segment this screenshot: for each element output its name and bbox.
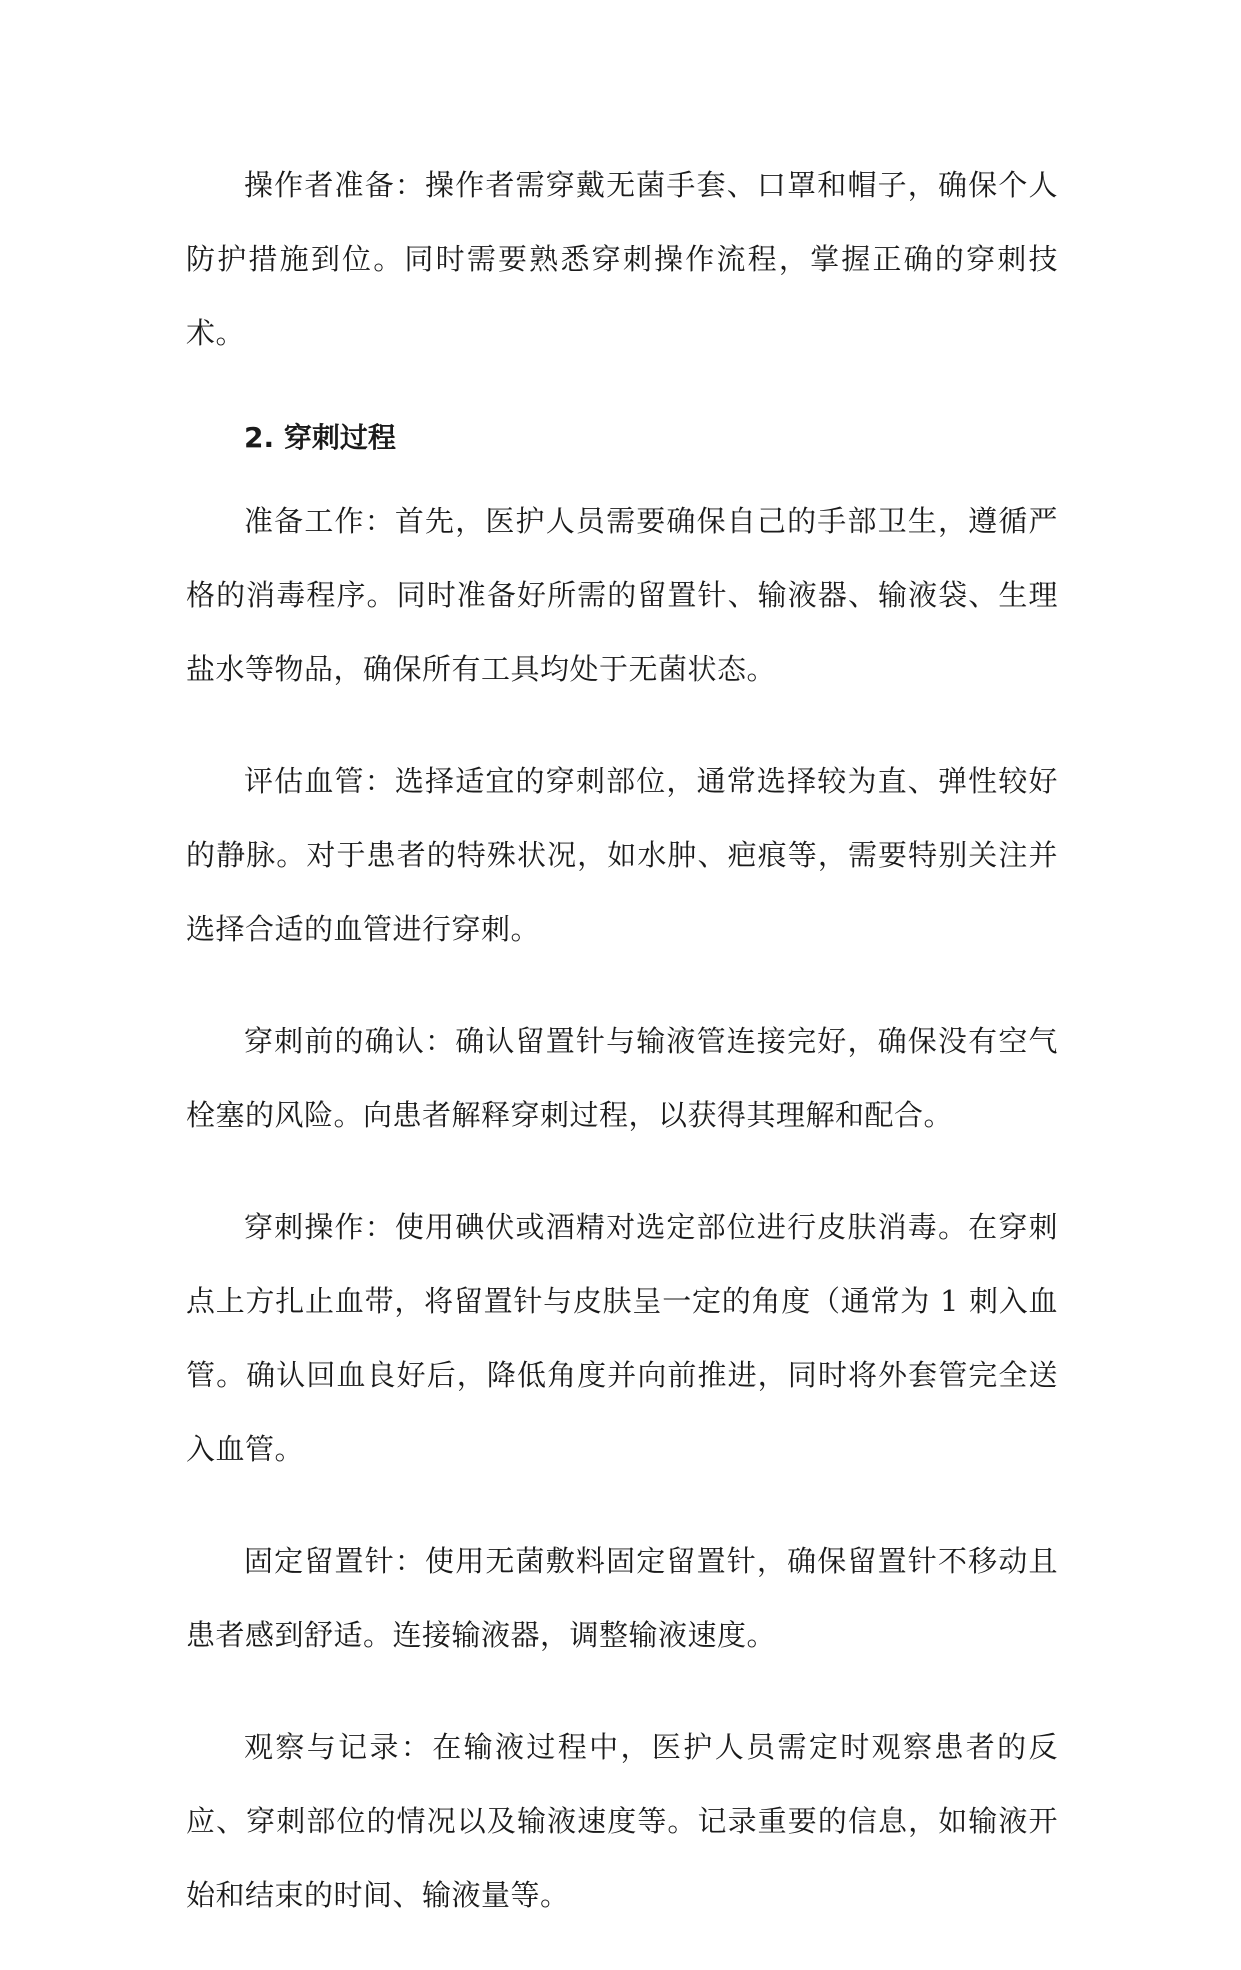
paragraph-observe-record: 观察与记录：在输液过程中，医护人员需定时观察患者的反应、穿刺部位的情况以及输液速度等。记录重要的信息，如输液开始和结束的时间、输液量等。 bbox=[186, 1730, 1058, 1912]
paragraph-pre-puncture-check: 穿刺前的确认：确认留置针与输液管连接完好，确保没有空气栓塞的风险。向患者解释穿刺过程，以获得其理解和配合。 bbox=[186, 1024, 1058, 1132]
document-page bbox=[186, 148, 1058, 1970]
paragraph-puncture-operation: 穿刺操作：使用碘伏或酒精对选定部位进行皮肤消毒。在穿刺点上方扎止血带，将留置针与皮肤呈一定的角度（通常为 1 刺入血管。确认回血良好后，降低角度并向前推进，同时将外套管完全送入血管。 bbox=[186, 1210, 1058, 1466]
paragraph-fix-catheter: 固定留置针：使用无菌敷料固定留置针，确保留置针不移动且患者感到舒适。连接输液器，调整输液速度。 bbox=[186, 1544, 1058, 1652]
paragraph-preparation-work: 准备工作：首先，医护人员需要确保自己的手部卫生，遵循严格的消毒程序。同时准备好所需的留置针、输液器、输液袋、生理盐水等物品，确保所有工具均处于无菌状态。 bbox=[186, 504, 1058, 686]
paragraph-operator-preparation: 操作者准备：操作者需穿戴无菌手套、口罩和帽子，确保个人防护措施到位。同时需要熟悉穿刺操作流程，掌握正确的穿刺技术。 bbox=[186, 168, 1058, 350]
paragraph-vessel-assessment: 评估血管：选择适宜的穿刺部位，通常选择较为直、弹性较好的静脉。对于患者的特殊状况，如水肿、疤痕等，需要特别关注并选择合适的血管进行穿刺。 bbox=[186, 764, 1058, 946]
section-heading: 2. 穿刺过程 bbox=[244, 421, 396, 454]
